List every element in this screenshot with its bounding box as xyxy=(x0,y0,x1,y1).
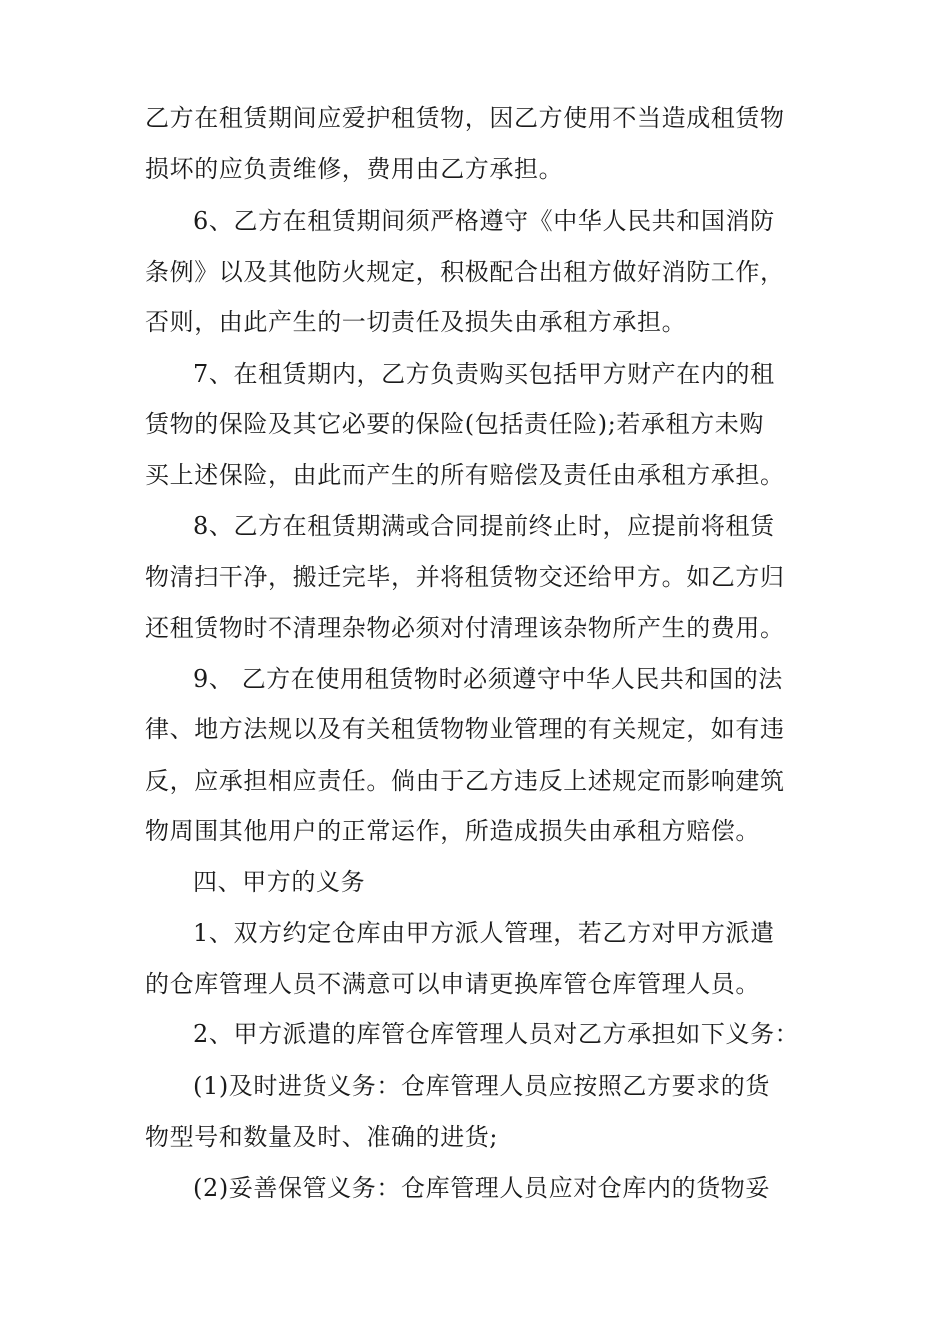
text-line: 买上述保险，由此而产生的所有赔偿及责任由承租方承担。 xyxy=(145,461,785,489)
text-line: (2)妥善保管义务：仓库管理人员应对仓库内的货物妥 xyxy=(193,1174,770,1202)
text-line: 9、 乙方在使用租赁物时必须遵守中华人民共和国的法 xyxy=(193,665,783,693)
section-heading: 四、甲方的义务 xyxy=(193,868,366,896)
text-line: 乙方在租赁期间应爱护租赁物，因乙方使用不当造成租赁物 xyxy=(145,104,785,132)
text-line: 律、地方法规以及有关租赁物物业管理的有关规定，如有违 xyxy=(145,715,785,743)
text-line: 物清扫干净，搬迁完毕，并将租赁物交还给甲方。如乙方归 xyxy=(145,563,785,591)
text-line: 还租赁物时不清理杂物必须对付清理该杂物所产生的费用。 xyxy=(145,614,785,642)
text-line: 6、乙方在租赁期间须严格遵守《中华人民共和国消防 xyxy=(193,207,775,235)
text-line: 1、双方约定仓库由甲方派人管理，若乙方对甲方派遣 xyxy=(193,919,775,947)
text-line: 赁物的保险及其它必要的保险(包括责任险);若承租方未购 xyxy=(145,410,765,438)
text-line: 物周围其他用户的正常运作，所造成损失由承租方赔偿。 xyxy=(145,817,760,845)
text-line: (1)及时进货义务：仓库管理人员应按照乙方要求的货 xyxy=(193,1072,770,1100)
text-line: 反，应承担相应责任。倘由于乙方违反上述规定而影响建筑 xyxy=(145,767,785,795)
text-line: 条例》以及其他防火规定，积极配合出租方做好消防工作， xyxy=(145,258,785,286)
text-line: 7、在租赁期内，乙方负责购买包括甲方财产在内的租 xyxy=(193,360,775,388)
text-line: 物型号和数量及时、准确的进货; xyxy=(145,1123,499,1151)
text-line: 否则，由此产生的一切责任及损失由承租方承担。 xyxy=(145,308,687,336)
text-line: 8、乙方在租赁期满或合同提前终止时，应提前将租赁 xyxy=(193,512,775,540)
text-line: 损坏的应负责维修，费用由乙方承担。 xyxy=(145,155,564,183)
text-line: 2、甲方派遣的库管仓库管理人员对乙方承担如下义务： xyxy=(193,1020,800,1048)
text-line: 的仓库管理人员不满意可以申请更换库管仓库管理人员。 xyxy=(145,970,760,998)
